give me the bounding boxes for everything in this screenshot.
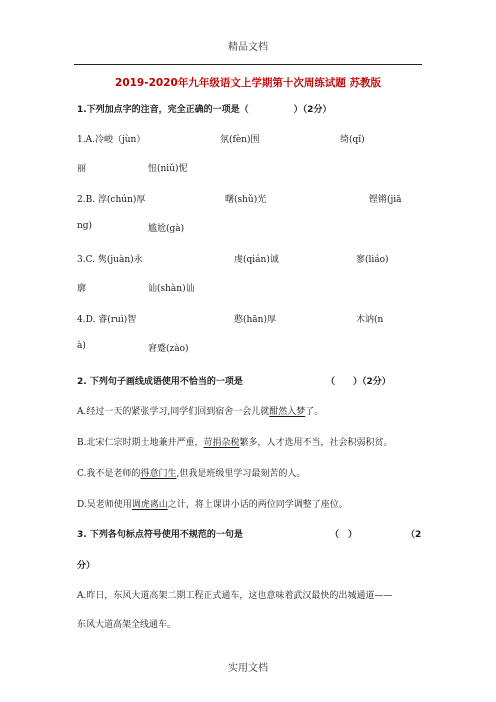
q2-option-c-text: C.我不是老师的 bbox=[77, 469, 141, 479]
question-3-score-part2: 分） bbox=[77, 561, 96, 571]
q1-option-d-part1: 4.D. 睿(ruì)智 bbox=[77, 315, 137, 325]
q1-option-b-part3: 铿锵(jiā bbox=[369, 195, 402, 205]
q2-option-a-text-end: 了。 bbox=[305, 407, 324, 417]
q1-option-c-part5: 讪(shàn)讪 bbox=[148, 284, 195, 294]
question-3-paren: （ ） bbox=[330, 530, 358, 540]
q1-option-b-part1: 2.B. 淳(chún)厚 bbox=[77, 195, 146, 205]
q1-option-a-part3: 绮(qǐ) bbox=[340, 135, 365, 145]
question-2-stem: 2. 下列句子画线成语使用不恰当的一项是 bbox=[77, 377, 243, 387]
q2-option-b-text-end: 繁多，人才选用不当，社会积弱积贫。 bbox=[239, 438, 393, 448]
question-2-score: （ ）（2分） bbox=[326, 377, 391, 387]
q1-option-b-part5: 尴尬(gà) bbox=[148, 224, 185, 234]
q2-option-d-text: D.吴老师使用 bbox=[77, 500, 132, 510]
q2-option-d bbox=[77, 497, 348, 510]
q2-option-b-text: B.北宋仁宗时期土地兼并严重， bbox=[77, 438, 204, 448]
page-header: 精品文档 bbox=[228, 42, 268, 53]
q2-option-a bbox=[77, 404, 323, 417]
q2-option-b-underlined-idiom: 苛捐杂税 bbox=[203, 438, 240, 448]
q3-option-a-line2: 东风大道高架全线通车。 bbox=[77, 620, 177, 630]
q2-option-c bbox=[77, 466, 305, 479]
q1-option-a-part4: 丽 bbox=[77, 164, 87, 174]
question-3-score-part1: （2 bbox=[406, 530, 422, 540]
q2-option-d-underlined-idiom: 调虎离山 bbox=[131, 500, 168, 510]
q1-option-a-part2: 氛(fèn)围 bbox=[220, 135, 260, 145]
header-divider bbox=[74, 64, 422, 65]
q3-option-a-line1: A.昨日，东风大道高架二期工程正式通车，这也意味着武汉最快的出城通道—— bbox=[77, 591, 393, 601]
q1-option-a-part5: 忸(niǔ)怩 bbox=[148, 164, 188, 174]
question-3-stem: 3. 下列各句标点符号使用不规范的一句是 bbox=[77, 530, 243, 540]
question-1-stem: 1.下列加点字的注音，完全正确的一项是（ ）（2分） bbox=[77, 105, 332, 115]
q1-option-c-part1: 3.C. 隽(juàn)永 bbox=[77, 255, 143, 265]
q2-option-c-text-end: ,但我是班级里学习最刻苦的人。 bbox=[176, 469, 306, 479]
q1-option-d-part4: à) bbox=[77, 341, 86, 351]
q1-option-b-part2: 曙(shǔ)光 bbox=[225, 195, 267, 205]
page-footer: 实用文档 bbox=[228, 663, 268, 674]
q1-option-b-part4: ng) bbox=[77, 221, 93, 231]
q1-option-d-part3: 木讷(n bbox=[356, 315, 384, 325]
q1-option-a-part1: 1.A.冷峻（jùn） bbox=[77, 135, 146, 145]
document-title: 2019-2020年九年级语文上学期第十次周练试题 苏教版 bbox=[115, 77, 381, 89]
q2-option-b bbox=[77, 435, 393, 448]
q1-option-c-part3: 寥(liáo) bbox=[356, 255, 389, 265]
q2-option-c-underlined-idiom: 得意门生 bbox=[140, 469, 177, 479]
q2-option-a-text: A.经过一天的紧张学习,同学们回到宿舍一会儿就 bbox=[77, 407, 270, 417]
q1-option-d-part2: 憨(hān)厚 bbox=[234, 315, 276, 325]
q1-option-c-part2: 虔(qián)诚 bbox=[234, 255, 279, 265]
q2-option-a-underlined-idiom: 酣然入梦 bbox=[269, 407, 306, 417]
q1-option-c-part4: 廓 bbox=[77, 284, 87, 294]
q1-option-d-part5: 窘蹙(zào) bbox=[148, 344, 189, 354]
q2-option-d-text-end: 之计，将上课讲小话的两位同学调整了座位。 bbox=[167, 500, 348, 510]
